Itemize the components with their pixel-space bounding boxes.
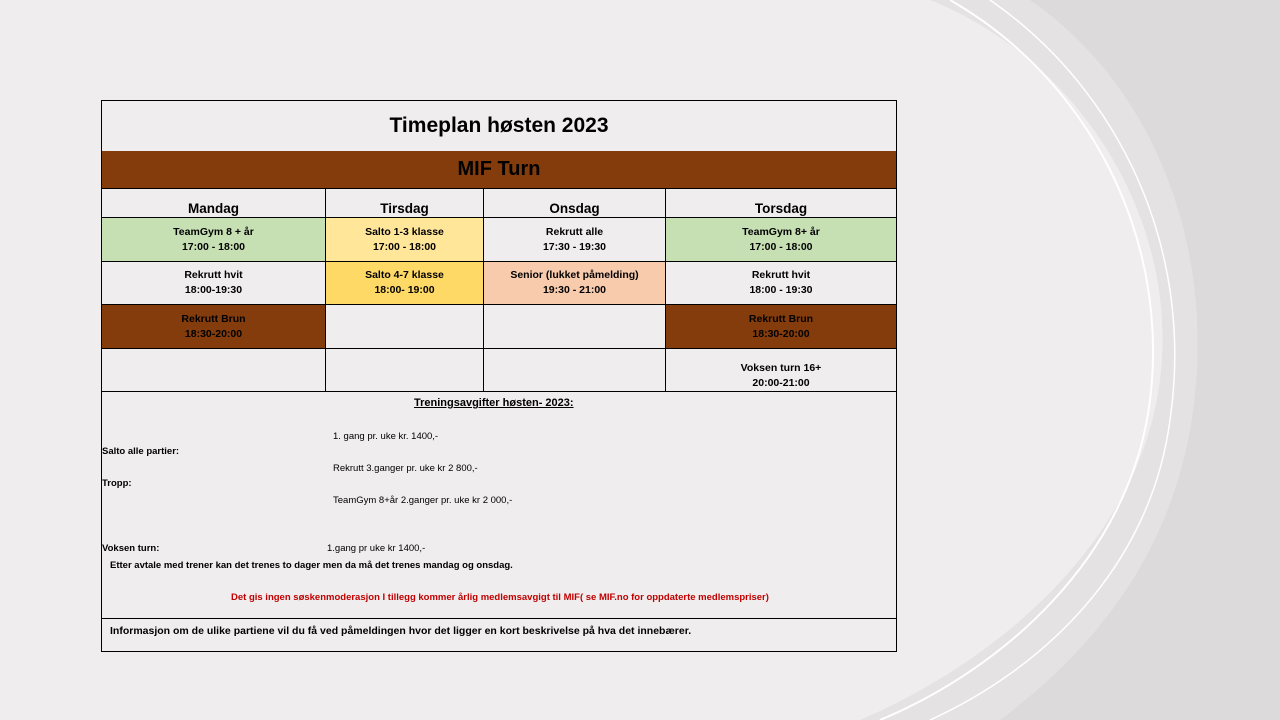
class-name: TeamGym 8 + år [173, 225, 254, 238]
class-time: 18:30-20:00 [752, 327, 810, 340]
class-time: 19:30 - 21:00 [542, 284, 607, 296]
club-name: MIF Turn [457, 158, 541, 180]
class-name: Rekrutt Brun [181, 312, 246, 325]
class-time: 18:00-19:30 [184, 284, 243, 296]
fee-price: 1.gang pr uke kr 1400,- [327, 543, 426, 554]
fee-note: Etter avtale med trener kan det trenes to dager men da må det trenes mandag og onsdag. [110, 560, 513, 571]
day-header-wednesday [484, 189, 666, 218]
class-cell [326, 262, 484, 305]
class-name: Salto 4-7 klasse [365, 269, 444, 281]
class-cell [102, 218, 326, 262]
class-time: 18:00- 19:00 [374, 284, 435, 296]
fees-section [102, 391, 896, 619]
class-time: 17:00 - 18:00 [372, 240, 437, 253]
fee-price: TeamGym 8+år 2.ganger pr. uke kr 2 000,- [333, 495, 513, 506]
class-time: 17:30 - 19:30 [542, 240, 607, 253]
class-name: Salto 1-3 klasse [365, 225, 444, 238]
class-name: TeamGym 8+ år [742, 225, 820, 238]
day-label: Onsdag [549, 201, 600, 216]
class-cell [666, 262, 896, 305]
class-cell [484, 262, 666, 305]
class-name: Rekrutt hvit [184, 269, 243, 281]
class-cell [484, 218, 666, 262]
empty-cell [326, 349, 484, 392]
empty-cell [484, 305, 666, 349]
class-name: Rekrutt hvit [751, 269, 811, 281]
fee-label: Tropp: [102, 478, 132, 489]
class-cell [666, 218, 896, 262]
class-cell [102, 305, 326, 349]
schedule-document [101, 100, 897, 652]
fees-heading: Treningsavgifter høsten- 2023: [414, 397, 574, 409]
fee-label: Salto alle partier: [102, 446, 180, 457]
class-name: Rekrutt alle [545, 225, 604, 238]
empty-cell [102, 349, 326, 392]
day-label: Tirsdag [380, 201, 429, 216]
class-cell [326, 218, 484, 262]
class-name: Rekrutt Brun [748, 312, 814, 325]
day-label: Mandag [187, 201, 239, 216]
class-time: 20:00-21:00 [752, 377, 810, 389]
class-name: Voksen turn 16+ [740, 362, 822, 374]
class-time: 17:00 - 18:00 [181, 240, 246, 253]
class-cell [666, 349, 896, 392]
day-header-thursday [666, 189, 896, 218]
fee-label: Voksen turn: [102, 543, 160, 554]
sibling-discount-note: Det gis ingen søskenmoderasjon I tillegg kommer årlig medlemsavgigt til MIF( se MIF.no for oppdaterte medlemspriser) [231, 592, 769, 603]
class-time: 17:00 - 18:00 [749, 240, 813, 253]
class-time: 18:00 - 19:30 [749, 284, 813, 296]
page-title: Timeplan høsten 2023 [389, 114, 609, 137]
empty-cell [484, 349, 666, 392]
class-time: 18:30-20:00 [184, 327, 243, 340]
class-cell [102, 262, 326, 305]
fee-price: 1. gang pr. uke kr. 1400,- [333, 431, 439, 442]
class-name: Senior (lukket påmelding) [510, 269, 639, 281]
day-label: Torsdag [754, 201, 808, 216]
fee-price: Rekrutt 3.ganger pr. uke kr 2 800,- [333, 463, 478, 474]
title-row [102, 101, 896, 152]
club-band [102, 151, 896, 189]
info-text: Informasjon om de ulike partiene vil du få ved påmeldingen hvor det ligger en kort beskrivelse på hva det innebærer. [110, 625, 692, 637]
empty-cell [326, 305, 484, 349]
day-header-monday [102, 189, 326, 218]
class-cell [666, 305, 896, 349]
day-header-tuesday [326, 189, 484, 218]
